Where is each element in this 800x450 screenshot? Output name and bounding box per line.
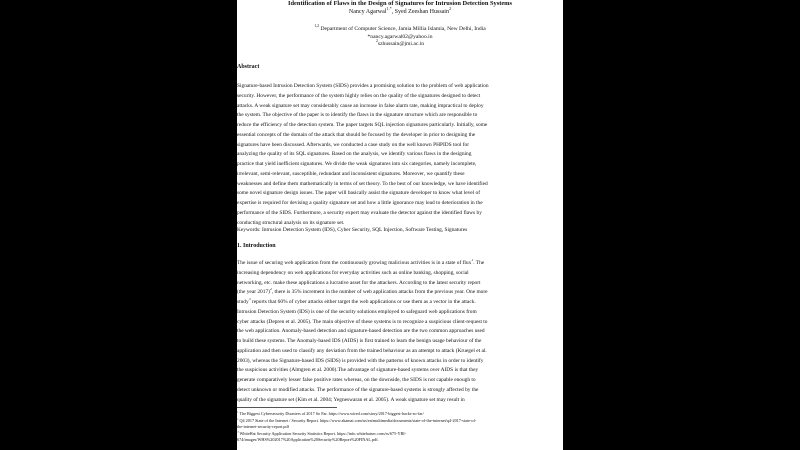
abstract-line: conducting structural analysis on its signature set. bbox=[237, 219, 345, 226]
intro-line bbox=[237, 298, 563, 308]
intro-line bbox=[237, 386, 563, 396]
abstract-line: essential concepts of the domain of the attack that should be focused by the developer in prior to designing the bbox=[237, 131, 476, 138]
intro-text: detect unknown or modified attacks. The performance of the signature-based systems is strongly affected by the bbox=[237, 386, 479, 393]
abstract-line: weaknesses and define them mathematically in terms of set theory. To the best of our knowledge, we have identified bbox=[237, 180, 488, 187]
footnote-divider bbox=[237, 407, 337, 408]
affiliation-line: Department of Computer Science, Jamia Millia Islamia, New Delhi, India bbox=[319, 26, 486, 32]
intro-line bbox=[237, 318, 563, 328]
intro-text: to build these systems. The Anomaly-based IDS (AIDS) is first trained to learn the benign usage behaviour of the bbox=[237, 338, 482, 344]
intro-line bbox=[237, 269, 563, 279]
keywords-line: Keywords: Intrusion Detection System (IDS), Cyber Security, SQL Injection, Software Testing, Signatures bbox=[237, 227, 468, 233]
email-2: szhussain@jmi.ac.in bbox=[377, 41, 425, 48]
abstract-line: reduce the efficiency of the detection system. The paper targets SQL injection signatures particularly. Initially, some bbox=[237, 122, 488, 128]
intro-line bbox=[237, 357, 563, 367]
intro-line bbox=[237, 259, 563, 269]
footnote-text[interactable]: 674/images/WHS%202017%20Application%20Security%20Report%20FINAL.pdf. bbox=[237, 436, 379, 442]
abstract-line: some novel signature design issues. The paper will basically assist the signature developer to know what level of bbox=[237, 190, 481, 197]
abstract-line: signatures have been discussed. Afterwards, we conducted a case study on the well known PHPIDS tool for bbox=[237, 141, 470, 148]
intro-line bbox=[237, 288, 563, 298]
abstract-line: performance of the SIDS. Furthermore, a security expert may evaluate the detector against the identified flaws by bbox=[237, 209, 482, 216]
intro-line bbox=[237, 366, 563, 376]
abstract-line: Signature-based Intrusion Detection System (SIDS) provides a promising solution to the problem of web application bbox=[237, 83, 489, 89]
intro-text: increasing dependency on web applications for everyday activities such as online banking, shopping, social bbox=[237, 269, 469, 276]
author-2: Syed Zeeshan Hussain bbox=[394, 9, 449, 15]
paper-title: Identification of Flaws in the Design of Signatures for Intrusion Detection Systems bbox=[288, 0, 512, 7]
intro-text: the suspicious activities (Almgren et al. 2000).The advantage of signature-based systems over AIDS is that they bbox=[237, 367, 479, 374]
abstract-heading: Abstract bbox=[237, 64, 260, 70]
intro-text: study bbox=[237, 299, 249, 305]
intro-line bbox=[237, 376, 563, 386]
affiliation-mark: 1,2 bbox=[314, 24, 320, 29]
intro-line bbox=[237, 327, 563, 337]
author-1-mark: 1,* bbox=[386, 6, 392, 11]
paper-page bbox=[237, 0, 563, 450]
footnote-ref[interactable]: 3 bbox=[248, 298, 251, 302]
intro-text: (the year 2017) bbox=[237, 289, 270, 296]
footnotes bbox=[237, 411, 563, 442]
footnote-text[interactable]: the-internet-security-report.pdf bbox=[237, 423, 289, 429]
abstract-line: analyzing the quality of its SQL signatures. Based on the analysis, we identify various flaws in the designing bbox=[237, 151, 472, 158]
author-line bbox=[237, 6, 563, 16]
footnote-ref[interactable]: 2 bbox=[269, 288, 272, 292]
intro-text: quality of the signature set (Kim et al. 2004; Yegneswaran et al. 2005). A weak signature set may result in bbox=[237, 396, 465, 403]
abstract-line: irrelevant, semi-relevant, susceptible, redundant and inconsistent signatures. Moreover, we quantify these bbox=[237, 170, 465, 177]
footnote-mark: 2 bbox=[237, 418, 239, 422]
footnote-mark: 3 bbox=[237, 431, 239, 434]
intro-text: 2003), whereas the Signature-based IDS (SIDS) is provided with the patterns of known attacks in order to identify bbox=[237, 357, 484, 364]
footnote-line bbox=[237, 437, 563, 442]
intro-line bbox=[237, 396, 563, 406]
intro-text: application and then used to classify any deviation from the trained behaviour as an attempt to attack (Kruegel et al. bbox=[237, 347, 487, 354]
footnote-ref[interactable]: 1 bbox=[471, 259, 474, 263]
author-1: Nancy Agarwal bbox=[348, 9, 387, 15]
footnote-text[interactable]: The Biggest Cybersecurity Disasters of 2017 So Far. https://www.wired.com/story/2017-biggest-hacks-so-far/ bbox=[238, 411, 424, 416]
author-2-mark: 2 bbox=[448, 6, 452, 11]
intro-text: , there is 35% increment in the number of web application attacks from the previous year. One more bbox=[271, 289, 488, 296]
abstract-line: practice that yield inefficient signatures. We divide the weak signatures into six categories, namely incomplete, bbox=[237, 161, 477, 167]
intro-text: networking, etc. make these applications a lucrative asset for the attackers. According to the latest security report bbox=[237, 279, 481, 286]
intro-line bbox=[237, 279, 563, 292]
intro-text: . The bbox=[473, 260, 485, 266]
email-1: *nancy.agarwal02@yahoo.in bbox=[367, 33, 433, 40]
abstract-line: security. However, the performance of the system highly relies on the quality of the signatures designed to detect bbox=[237, 92, 481, 99]
section-1-heading: 1. Introduction bbox=[237, 243, 276, 249]
intro-text: cyber attacks (Depren et al. 2005). The main objective of these systems is to recognize a suspicious client-request to bbox=[237, 318, 488, 325]
intro-text: reports that 60% of cyber attacks either target the web applications or use them as a vector in the attack. bbox=[250, 299, 476, 305]
intro-text: Intrusion Detection System (IDS) is one of the security solutions employed to safeguard web applications from bbox=[237, 308, 477, 315]
footnote-mark: 1 bbox=[237, 411, 239, 414]
intro-text: The issue of securing web application from the continuously growing malicious activities is in a state of flux bbox=[237, 260, 472, 266]
abstract-line: expertise is required for devising a quality signature set and how a little ignorance may lead to deterioration in the bbox=[237, 200, 483, 206]
affiliation-block bbox=[237, 26, 563, 49]
intro-line bbox=[237, 347, 563, 357]
footnote-text[interactable]: WhiteHat Security Application Security Statistics Report. https://info.whitehatsec.com/rs/675-YBI- bbox=[238, 431, 407, 437]
intro-line bbox=[237, 308, 563, 318]
footnote-text[interactable]: Q4 2017 State of the Internet / Security Report. https://www.akamai.com/us/en/multimedia/documents/state-of-the-internet/q4-2017-state-of- bbox=[238, 418, 477, 424]
introduction-body bbox=[237, 259, 563, 405]
intro-line bbox=[237, 337, 563, 347]
email-2-mark: 2 bbox=[375, 39, 378, 44]
intro-text: the web application. Anomaly-based detection and signature-based detection are the two common approaches used bbox=[237, 328, 485, 335]
author-separator: , bbox=[391, 9, 395, 15]
abstract-body bbox=[237, 82, 563, 228]
abstract-line: attacks. A weak signature set may considerably cause an increase in false alarm rate, making impractical to deploy bbox=[237, 102, 484, 109]
intro-text: generate comparatively lesser false positive rates whereas, on the downside, the SIDS is not capable enough to bbox=[237, 377, 476, 383]
abstract-line: the system. The objective of the paper is to identify the flaws in the signature structure which are responsible to bbox=[237, 112, 478, 119]
